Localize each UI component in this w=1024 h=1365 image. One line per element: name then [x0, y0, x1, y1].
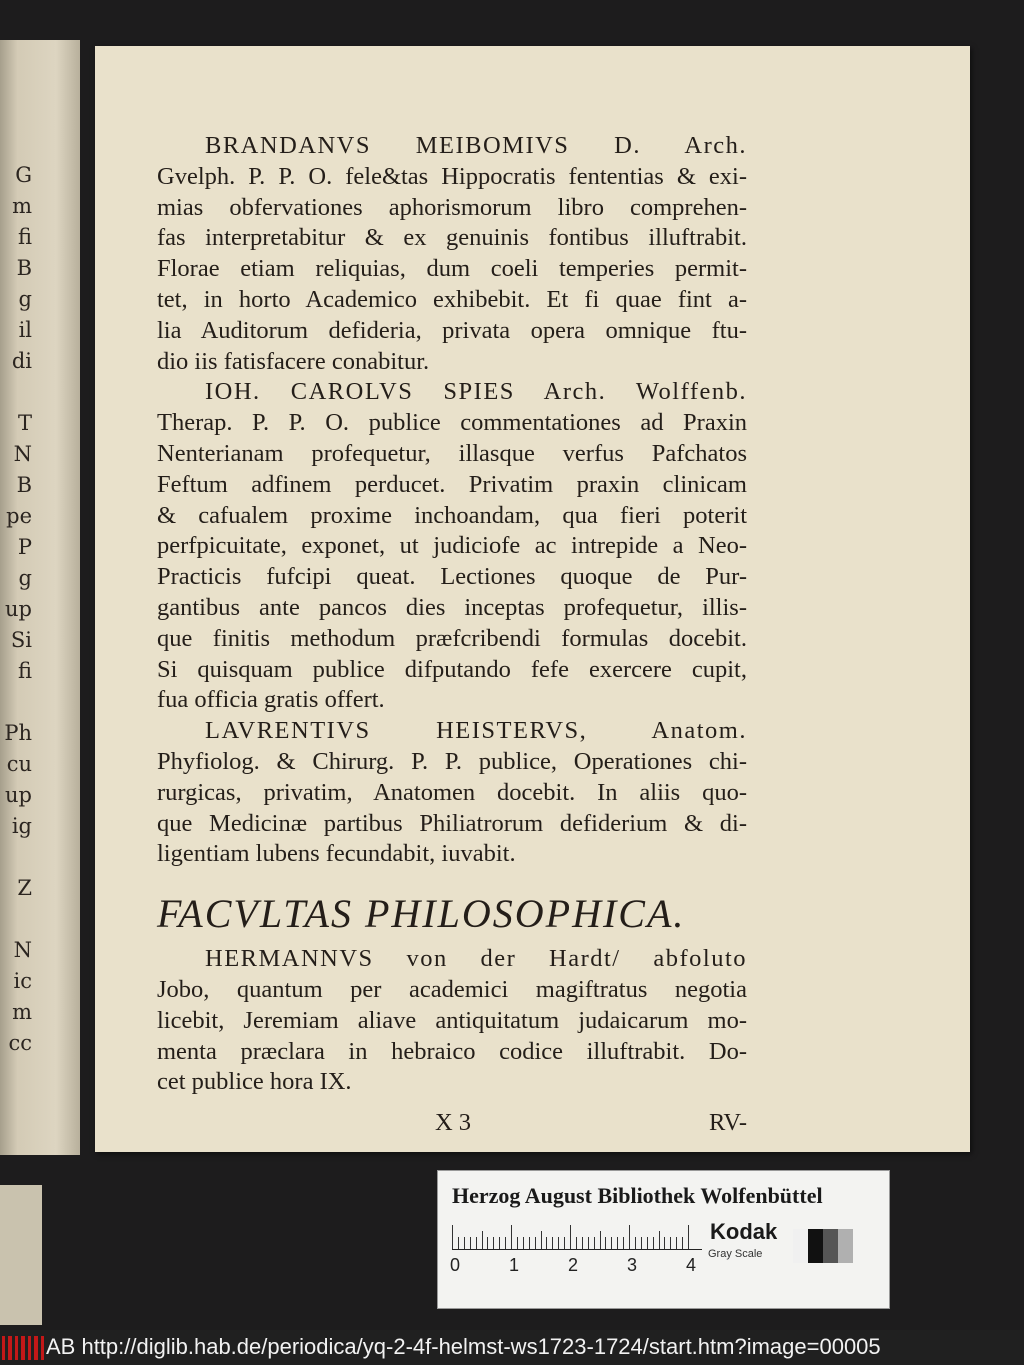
- scale-tick: [476, 1237, 477, 1249]
- margin-letter: [2, 842, 32, 873]
- text-line: lia Auditorum defideria, privata opera omnique ftu-: [157, 316, 747, 344]
- text-line: gantibus ante pancos dies inceptas profequetur, illis-: [157, 593, 747, 621]
- text-line: rurgicas, privatim, Anatomen docebit. In aliis quo-: [157, 778, 747, 806]
- scale-tick: [523, 1237, 524, 1249]
- text-line: que finitis methodum præfcribendi formulas docebit.: [157, 624, 747, 652]
- scale-tick: [588, 1237, 589, 1249]
- scale-tick: [517, 1237, 518, 1249]
- margin-letter: [2, 377, 32, 408]
- measurement-scale: [452, 1219, 702, 1250]
- scale-tick: [558, 1237, 559, 1249]
- footer-spacer: [157, 1108, 197, 1140]
- text-line: mias obfervationes aphorismorum libro comprehen-: [157, 193, 747, 221]
- text-line: Si quisquam publice difputando fefe exercere cupit,: [157, 655, 747, 683]
- margin-letter: pe: [6, 504, 32, 528]
- scale-tick: [623, 1237, 624, 1249]
- scale-tick: [582, 1237, 583, 1249]
- text-line: Gvelph. P. P. O. fele&tas Hippocratis fententias & exi-: [157, 162, 747, 190]
- scale-tick: [688, 1225, 689, 1249]
- gray-scale-swatches: [793, 1229, 853, 1263]
- text-line: & cafualem proxime inchoandam, qua fieri poterit: [157, 501, 747, 529]
- scale-tick: [676, 1237, 677, 1249]
- margin-letter: T: [17, 411, 32, 435]
- scale-tick: [670, 1237, 671, 1249]
- text-line: Practicis fufcipi queat. Lectiones quoque de Pur-: [157, 563, 747, 591]
- gray-swatch: [823, 1229, 838, 1263]
- gray-swatch: [793, 1229, 808, 1263]
- scale-tick: [482, 1231, 483, 1249]
- text-line: Nenterianam profequetur, illasque verfus Pafchatos: [157, 439, 747, 467]
- margin-letter: [2, 904, 32, 935]
- margin-letter: ic: [13, 969, 32, 993]
- gray-swatch: [808, 1229, 823, 1263]
- scale-tick: [629, 1225, 630, 1249]
- text-line: perfpicuitate, exponet, ut judiciofe ac intrepide a Neo-: [157, 532, 747, 560]
- page-footer: [157, 1108, 747, 1140]
- scale-tick: [635, 1237, 636, 1249]
- text-line: IOH. CAROLVS SPIES Arch. Wolffenb.: [205, 378, 747, 406]
- url-footer-bar: [0, 1330, 1024, 1365]
- catchword: RV-: [709, 1109, 747, 1137]
- url-text[interactable]: AB http://diglib.hab.de/periodica/yq-2-4f-helmst-ws1723-1724/start.htm?image=00005: [46, 1334, 881, 1359]
- margin-letter: ig: [11, 814, 32, 838]
- scale-tick: [452, 1225, 453, 1249]
- text-line: Jobo, quantum per academici magiftratus negotia: [157, 975, 747, 1003]
- text-line: Florae etiam reliquias, dum coeli temperies permit-: [157, 255, 747, 283]
- text-line: Therap. P. P. O. publice commentationes ad Praxin: [157, 409, 747, 437]
- margin-letter: N: [13, 442, 32, 466]
- scale-tick: [499, 1237, 500, 1249]
- scale-tick: [493, 1237, 494, 1249]
- scale-tick: [552, 1237, 553, 1249]
- margin-letter: P: [17, 535, 32, 559]
- scale-tick: [611, 1237, 612, 1249]
- section-heading: FACVLTAS PHILOSOPHICA.: [157, 891, 686, 937]
- scale-tick: [464, 1237, 465, 1249]
- scale-tick: [653, 1237, 654, 1249]
- text-line: menta præclara in hebraico codice illuftrabit. Do-: [157, 1037, 747, 1065]
- margin-letter: fi: [17, 659, 32, 683]
- scale-number: 3: [627, 1255, 638, 1275]
- scale-tick: [470, 1237, 471, 1249]
- faculty-philosophy-section: [157, 944, 747, 1098]
- scale-tick: [576, 1237, 577, 1249]
- scale-number: 4: [686, 1255, 697, 1275]
- scale-number: 0: [450, 1255, 461, 1275]
- kodak-brand: Kodak: [710, 1219, 778, 1244]
- text-line: Phyfiolog. & Chirurg. P. P. publice, Operationes chi-: [157, 747, 747, 775]
- scale-tick: [546, 1237, 547, 1249]
- margin-letter: Si: [10, 628, 32, 652]
- text-line: BRANDANVS MEIBOMIVS D. Arch.: [205, 132, 747, 159]
- scale-tick: [600, 1231, 601, 1249]
- margin-letter: G: [15, 163, 32, 187]
- margin-letter: [2, 687, 32, 718]
- library-name: Herzog August Bibliothek Wolfenbüttel: [452, 1183, 823, 1208]
- margin-letter: up: [5, 597, 32, 621]
- margin-letter: cc: [8, 1031, 32, 1055]
- gray-swatch: [838, 1229, 853, 1263]
- margin-letter: g: [18, 287, 32, 311]
- signature-mark: X 3: [434, 1109, 472, 1137]
- text-line: Feftum adfinem perducet. Privatim praxin clinicam: [157, 470, 747, 498]
- library-label-card: [437, 1170, 890, 1309]
- margin-letter: Ph: [4, 721, 32, 745]
- scale-tick: [664, 1237, 665, 1249]
- scale-tick: [564, 1237, 565, 1249]
- kodak-gray-scale-label: Gray Scale: [708, 1248, 763, 1260]
- scale-tick: [487, 1237, 488, 1249]
- faculty-medicine-section: [157, 131, 747, 870]
- text-line: tet, in horto Academico exhibebit. Et fi quae fint a-: [157, 285, 747, 313]
- page-text-block: [157, 131, 747, 1140]
- scale-number: 2: [568, 1255, 579, 1275]
- text-line: fas interpretabitur & ex genuinis fontibus illuftrabit.: [157, 224, 747, 252]
- margin-letter: N: [13, 938, 32, 962]
- margin-letter: B: [16, 473, 32, 497]
- scale-tick: [529, 1237, 530, 1249]
- margin-letter: fi: [17, 225, 32, 249]
- margin-letter: di: [11, 349, 32, 373]
- scale-tick: [617, 1237, 618, 1249]
- scale-tick: [659, 1231, 660, 1249]
- text-line: licebit, Jeremiam aliave antiquitatum judaicarum mo-: [157, 1006, 747, 1034]
- margin-letter: Z: [17, 876, 32, 900]
- scale-tick: [605, 1237, 606, 1249]
- scale-tick: [594, 1237, 595, 1249]
- document-page: [95, 46, 970, 1152]
- scale-tick: [541, 1231, 542, 1249]
- text-line: dio iis fatisfacere conabitur.: [157, 347, 430, 375]
- text-line: LAVRENTIVS HEISTERVS, Anatom.: [205, 717, 747, 745]
- scale-tick: [570, 1225, 571, 1249]
- scale-tick: [647, 1237, 648, 1249]
- margin-letter: m: [12, 194, 32, 218]
- scale-tick: [511, 1225, 512, 1249]
- binding-tab: [0, 1185, 42, 1325]
- text-line: ligentiam lubens fecundabit, iuvabit.: [157, 840, 516, 868]
- margin-letter: m: [12, 1000, 32, 1024]
- margin-letter: cu: [6, 752, 32, 776]
- scale-tick: [458, 1237, 459, 1249]
- url-logo-icon: [2, 1336, 44, 1360]
- margin-letter: B: [16, 256, 32, 280]
- text-line: fua officia gratis offert.: [157, 686, 385, 714]
- scale-tick: [505, 1237, 506, 1249]
- scale-tick: [535, 1237, 536, 1249]
- left-page-margin-text: [2, 160, 32, 1059]
- scale-number: 1: [509, 1255, 520, 1275]
- text-line: cet publice hora IX.: [157, 1068, 352, 1096]
- margin-letter: up: [5, 783, 32, 807]
- text-line: que Medicinæ partibus Philiatrorum defiderium & di-: [157, 809, 747, 837]
- margin-letter: g: [18, 566, 32, 590]
- scale-tick: [641, 1237, 642, 1249]
- text-line: HERMANNVS von der Hardt/ abfoluto: [205, 945, 747, 973]
- margin-letter: il: [18, 318, 32, 342]
- scale-tick: [682, 1237, 683, 1249]
